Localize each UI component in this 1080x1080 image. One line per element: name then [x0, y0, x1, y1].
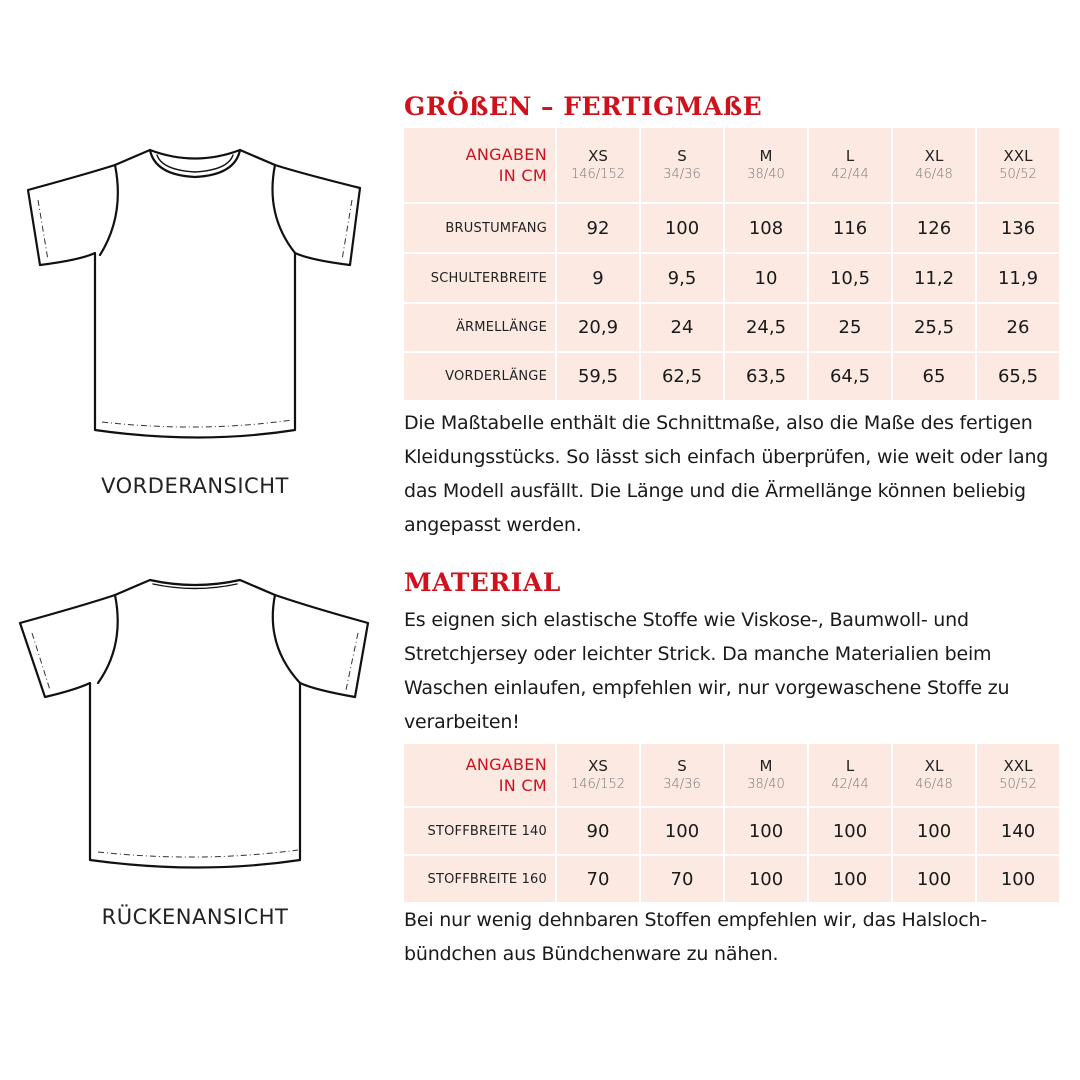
table-cell: 126 — [893, 204, 975, 252]
material-description: Es eignen sich elastische Stoffe wie Viskose-, Baumwoll- und Stretchjersey oder leichter Strick. Da manche Materialien beim Waschen einlaufen, empfehlen wir, nur vorgewaschene Stoffe zu verarbeiten! — [404, 609, 1010, 733]
table-cell: 62,5 — [641, 353, 723, 400]
table-cell: 100 — [809, 856, 891, 902]
size-table — [402, 126, 1061, 402]
table-cell: 11,2 — [893, 254, 975, 302]
material-note: Bei nur wenig dehnbaren Stoffen empfehlen wir, das Halsloch-bündchen aus Bündchenware zu nähen. — [404, 909, 988, 965]
material-heading: MATERIAL — [404, 568, 561, 597]
column-header-xxl: XXL 50/52 — [977, 128, 1059, 202]
back-view-caption: RÜCKENANSICHT — [101, 905, 289, 929]
table-cell: 24,5 — [725, 304, 807, 351]
tshirt-back-icon — [10, 575, 380, 875]
table-cell: 26 — [977, 304, 1059, 351]
table-row — [404, 856, 1059, 902]
table-cell: 9 — [557, 254, 639, 302]
table-cell: 64,5 — [809, 353, 891, 400]
table-header-row — [404, 744, 1059, 806]
column-header-m: M 38/40 — [725, 744, 807, 806]
table-cell: 70 — [641, 856, 723, 902]
row-label: BRUSTUMFANG — [404, 204, 555, 252]
row-label: STOFFBREITE 160 — [404, 856, 555, 902]
table-header-row — [404, 128, 1059, 202]
row-label: ÄRMELLÄNGE — [404, 304, 555, 351]
fabric-table — [402, 742, 1061, 904]
table-cell: 100 — [725, 808, 807, 854]
table-cell: 20,9 — [557, 304, 639, 351]
table-cell: 100 — [641, 808, 723, 854]
table-cell: 63,5 — [725, 353, 807, 400]
units-label: ANGABEN IN CM — [404, 128, 555, 202]
column-header-s: S 34/36 — [641, 128, 723, 202]
table-row — [404, 254, 1059, 302]
table-cell: 25 — [809, 304, 891, 351]
table-row — [404, 204, 1059, 252]
table-cell: 70 — [557, 856, 639, 902]
table-row — [404, 353, 1059, 400]
table-cell: 100 — [893, 808, 975, 854]
table-row — [404, 808, 1059, 854]
sizes-description: Die Maßtabelle enthält die Schnittmaße, also die Maße des fertigen Kleidungsstücks. So lässt sich einfach überprüfen, wie weit oder lang das Modell ausfällt. Die Länge und die Ärmellänge können beliebig angepasst werden. — [404, 412, 1049, 536]
table-cell: 116 — [809, 204, 891, 252]
table-cell: 90 — [557, 808, 639, 854]
table-cell: 92 — [557, 204, 639, 252]
column-header-s: S 34/36 — [641, 744, 723, 806]
tshirt-front-icon — [10, 145, 380, 445]
table-cell: 108 — [725, 204, 807, 252]
table-cell: 25,5 — [893, 304, 975, 351]
column-header-xl: XL 46/48 — [893, 744, 975, 806]
table-row — [404, 304, 1059, 351]
table-cell: 100 — [809, 808, 891, 854]
column-header-xs: XS 146/152 — [557, 128, 639, 202]
table-cell: 65 — [893, 353, 975, 400]
table-cell: 9,5 — [641, 254, 723, 302]
table-cell: 10,5 — [809, 254, 891, 302]
table-cell: 136 — [977, 204, 1059, 252]
row-label: STOFFBREITE 140 — [404, 808, 555, 854]
sizes-heading: GRÖßEN – FERTIGMAßE — [404, 92, 763, 121]
front-view-caption: VORDERANSICHT — [101, 474, 289, 498]
table-cell: 65,5 — [977, 353, 1059, 400]
column-header-xxl: XXL 50/52 — [977, 744, 1059, 806]
table-cell: 100 — [977, 856, 1059, 902]
row-label: SCHULTERBREITE — [404, 254, 555, 302]
column-header-l: L 42/44 — [809, 744, 891, 806]
table-cell: 100 — [725, 856, 807, 902]
table-cell: 11,9 — [977, 254, 1059, 302]
row-label: VORDERLÄNGE — [404, 353, 555, 400]
table-cell: 140 — [977, 808, 1059, 854]
column-header-xl: XL 46/48 — [893, 128, 975, 202]
table-cell: 59,5 — [557, 353, 639, 400]
column-header-m: M 38/40 — [725, 128, 807, 202]
units-label: ANGABEN IN CM — [404, 744, 555, 806]
table-cell: 10 — [725, 254, 807, 302]
table-cell: 100 — [893, 856, 975, 902]
table-cell: 24 — [641, 304, 723, 351]
column-header-xs: XS 146/152 — [557, 744, 639, 806]
column-header-l: L 42/44 — [809, 128, 891, 202]
table-cell: 100 — [641, 204, 723, 252]
